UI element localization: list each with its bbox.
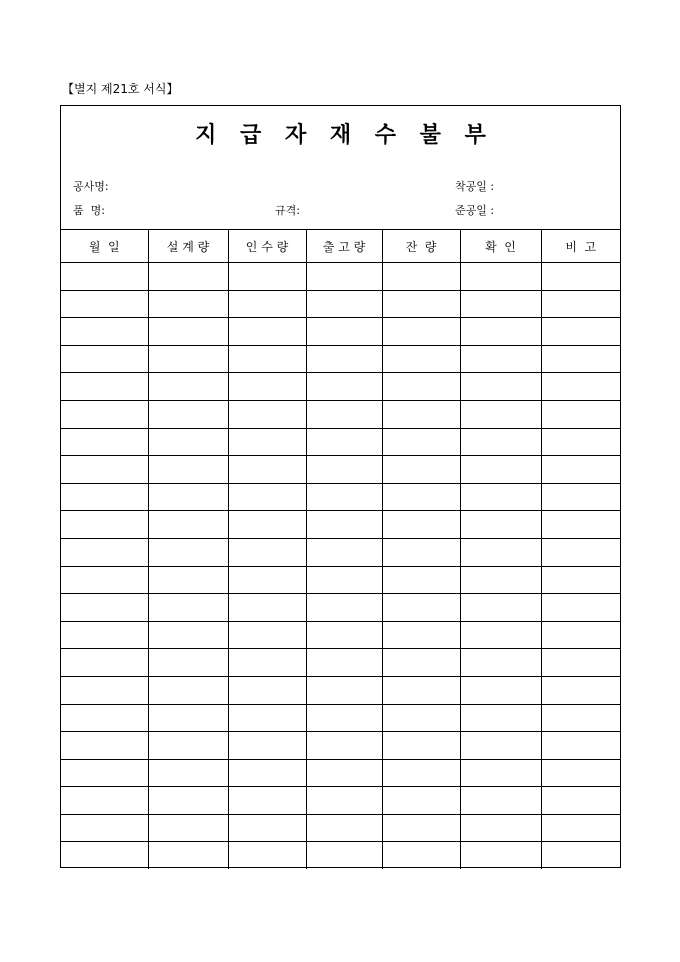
table-cell[interactable]	[382, 511, 460, 539]
table-cell[interactable]	[148, 842, 228, 869]
table-cell[interactable]	[460, 566, 541, 594]
column-header-date: 월 일	[61, 230, 148, 263]
table-cell[interactable]	[61, 290, 148, 318]
table-cell[interactable]	[541, 263, 620, 291]
table-cell[interactable]	[382, 566, 460, 594]
table-cell[interactable]	[306, 290, 382, 318]
table-cell[interactable]	[148, 345, 228, 373]
table-cell[interactable]	[541, 842, 620, 869]
table-cell[interactable]	[460, 373, 541, 401]
table-cell[interactable]	[382, 538, 460, 566]
column-header-design-qty: 설 계 량	[148, 230, 228, 263]
table-cell[interactable]	[306, 538, 382, 566]
table-cell[interactable]	[306, 456, 382, 484]
table-cell[interactable]	[541, 621, 620, 649]
table-cell[interactable]	[460, 621, 541, 649]
table-cell[interactable]	[61, 676, 148, 704]
table-cell[interactable]	[306, 732, 382, 760]
table-cell[interactable]	[148, 373, 228, 401]
table-cell[interactable]	[148, 263, 228, 291]
table-cell[interactable]	[61, 345, 148, 373]
completion-date-label: 준공일 :	[455, 204, 495, 217]
table-cell[interactable]	[61, 732, 148, 760]
table-cell[interactable]	[541, 318, 620, 346]
table-cell[interactable]	[228, 483, 306, 511]
table-cell[interactable]	[460, 594, 541, 622]
table-cell[interactable]	[228, 428, 306, 456]
table-cell[interactable]	[460, 676, 541, 704]
table-cell[interactable]	[382, 345, 460, 373]
table-cell[interactable]	[148, 511, 228, 539]
table-cell[interactable]	[382, 318, 460, 346]
table-cell[interactable]	[148, 483, 228, 511]
table-cell[interactable]	[460, 400, 541, 428]
table-cell[interactable]	[541, 732, 620, 760]
table-cell[interactable]	[306, 842, 382, 869]
table-row	[61, 814, 620, 842]
table-cell[interactable]	[228, 842, 306, 869]
table-cell[interactable]	[228, 456, 306, 484]
table-cell[interactable]	[541, 290, 620, 318]
table-cell[interactable]	[61, 787, 148, 815]
table-cell[interactable]	[382, 428, 460, 456]
table-cell[interactable]	[460, 732, 541, 760]
table-body	[61, 263, 620, 870]
table-cell[interactable]	[306, 566, 382, 594]
table-cell[interactable]	[228, 594, 306, 622]
table-cell[interactable]	[228, 759, 306, 787]
table-cell[interactable]	[148, 787, 228, 815]
table-cell[interactable]	[61, 456, 148, 484]
table-row	[61, 538, 620, 566]
table-cell[interactable]	[148, 704, 228, 732]
table-cell[interactable]	[228, 511, 306, 539]
table-header-row	[61, 230, 620, 263]
table-cell[interactable]	[306, 759, 382, 787]
table-row	[61, 787, 620, 815]
table-row	[61, 594, 620, 622]
table-cell[interactable]	[228, 649, 306, 677]
table-cell[interactable]	[306, 345, 382, 373]
table-cell[interactable]	[148, 814, 228, 842]
table-cell[interactable]	[382, 649, 460, 677]
table-cell[interactable]	[541, 511, 620, 539]
table-cell[interactable]	[382, 814, 460, 842]
table-cell[interactable]	[541, 566, 620, 594]
table-cell[interactable]	[382, 621, 460, 649]
form-header	[61, 106, 620, 230]
table-row	[61, 263, 620, 291]
table-cell[interactable]	[228, 263, 306, 291]
table-cell[interactable]	[541, 676, 620, 704]
table-cell[interactable]	[382, 594, 460, 622]
table-cell[interactable]	[148, 566, 228, 594]
table-cell[interactable]	[541, 456, 620, 484]
table-cell[interactable]	[382, 676, 460, 704]
table-cell[interactable]	[228, 621, 306, 649]
table-cell[interactable]	[306, 428, 382, 456]
table-cell[interactable]	[148, 318, 228, 346]
item-name-label: 품 명:	[73, 204, 105, 217]
column-header-issued-qty: 출 고 량	[306, 230, 382, 263]
table-cell[interactable]	[148, 538, 228, 566]
table-cell[interactable]	[148, 676, 228, 704]
table-cell[interactable]	[460, 787, 541, 815]
table-cell[interactable]	[228, 566, 306, 594]
table-cell[interactable]	[228, 538, 306, 566]
table-cell[interactable]	[148, 290, 228, 318]
table-cell[interactable]	[460, 842, 541, 869]
table-cell[interactable]	[460, 538, 541, 566]
table-cell[interactable]	[382, 787, 460, 815]
table-cell[interactable]	[61, 621, 148, 649]
table-cell[interactable]	[460, 649, 541, 677]
table-row	[61, 318, 620, 346]
table-cell[interactable]	[61, 649, 148, 677]
ledger-form	[60, 105, 621, 868]
table-row	[61, 732, 620, 760]
table-cell[interactable]	[228, 704, 306, 732]
table-cell[interactable]	[148, 428, 228, 456]
table-row	[61, 483, 620, 511]
table-cell[interactable]	[460, 318, 541, 346]
table-row	[61, 759, 620, 787]
table-row	[61, 621, 620, 649]
table-cell[interactable]	[228, 345, 306, 373]
table-cell[interactable]	[61, 814, 148, 842]
table-cell[interactable]	[382, 290, 460, 318]
table-row	[61, 511, 620, 539]
column-header-received-qty: 인 수 량	[228, 230, 306, 263]
table-cell[interactable]	[382, 704, 460, 732]
table-cell[interactable]	[306, 511, 382, 539]
table-cell[interactable]	[61, 704, 148, 732]
table-cell[interactable]	[541, 787, 620, 815]
table-cell[interactable]	[306, 483, 382, 511]
table-cell[interactable]	[61, 373, 148, 401]
table-cell[interactable]	[228, 400, 306, 428]
column-header-remarks: 비 고	[541, 230, 620, 263]
table-cell[interactable]	[306, 400, 382, 428]
table-cell[interactable]	[148, 621, 228, 649]
table-cell[interactable]	[306, 318, 382, 346]
column-header-confirm: 확 인	[460, 230, 541, 263]
table-row	[61, 428, 620, 456]
project-name-label: 공사명:	[73, 180, 109, 193]
table-cell[interactable]	[382, 842, 460, 869]
table-row	[61, 676, 620, 704]
table-cell[interactable]	[228, 787, 306, 815]
table-cell[interactable]	[148, 594, 228, 622]
table-cell[interactable]	[306, 787, 382, 815]
table-cell[interactable]	[460, 456, 541, 484]
table-cell[interactable]	[306, 263, 382, 291]
table-cell[interactable]	[541, 704, 620, 732]
table-cell[interactable]	[382, 732, 460, 760]
table-cell[interactable]	[541, 345, 620, 373]
table-cell[interactable]	[148, 400, 228, 428]
table-cell[interactable]	[541, 538, 620, 566]
table-cell[interactable]	[382, 400, 460, 428]
table-cell[interactable]	[460, 263, 541, 291]
table-cell[interactable]	[228, 732, 306, 760]
ledger-table	[61, 229, 620, 869]
table-cell[interactable]	[61, 759, 148, 787]
table-cell[interactable]	[541, 594, 620, 622]
table-cell[interactable]	[61, 318, 148, 346]
table-cell[interactable]	[148, 456, 228, 484]
table-row	[61, 456, 620, 484]
table-cell[interactable]	[541, 759, 620, 787]
table-cell[interactable]	[382, 759, 460, 787]
table-cell[interactable]	[306, 594, 382, 622]
table-cell[interactable]	[61, 428, 148, 456]
table-row	[61, 290, 620, 318]
table-cell[interactable]	[541, 483, 620, 511]
table-row	[61, 345, 620, 373]
table-cell[interactable]	[306, 704, 382, 732]
table-cell[interactable]	[61, 400, 148, 428]
table-cell[interactable]	[541, 428, 620, 456]
table-cell[interactable]	[306, 649, 382, 677]
table-cell[interactable]	[306, 621, 382, 649]
table-cell[interactable]	[228, 290, 306, 318]
table-cell[interactable]	[61, 483, 148, 511]
table-row	[61, 373, 620, 401]
table-cell[interactable]	[460, 345, 541, 373]
table-cell[interactable]	[61, 511, 148, 539]
table-cell[interactable]	[382, 373, 460, 401]
table-cell[interactable]	[382, 263, 460, 291]
table-cell[interactable]	[148, 649, 228, 677]
form-label: 【별지 제21호 서식】	[62, 82, 179, 96]
column-header-balance: 잔 량	[382, 230, 460, 263]
table-cell[interactable]	[306, 814, 382, 842]
table-cell[interactable]	[61, 594, 148, 622]
table-cell[interactable]	[460, 814, 541, 842]
table-cell[interactable]	[61, 842, 148, 869]
table-cell[interactable]	[228, 373, 306, 401]
table-cell[interactable]	[306, 676, 382, 704]
table-row	[61, 842, 620, 869]
table-cell[interactable]	[228, 814, 306, 842]
table-cell[interactable]	[541, 814, 620, 842]
table-cell[interactable]	[460, 759, 541, 787]
table-cell[interactable]	[460, 290, 541, 318]
table-cell[interactable]	[541, 373, 620, 401]
table-cell[interactable]	[61, 263, 148, 291]
start-date-label: 착공일 :	[455, 180, 495, 193]
table-row	[61, 649, 620, 677]
table-cell[interactable]	[541, 649, 620, 677]
table-cell[interactable]	[306, 373, 382, 401]
table-cell[interactable]	[382, 456, 460, 484]
table-row	[61, 400, 620, 428]
table-row	[61, 704, 620, 732]
table-cell[interactable]	[61, 566, 148, 594]
table-cell[interactable]	[148, 759, 228, 787]
table-cell[interactable]	[148, 732, 228, 760]
table-cell[interactable]	[382, 483, 460, 511]
table-cell[interactable]	[541, 400, 620, 428]
page-title: 지 급 자 재 수 불 부	[195, 122, 486, 148]
table-cell[interactable]	[228, 318, 306, 346]
table-cell[interactable]	[460, 704, 541, 732]
spec-label: 규격:	[275, 204, 300, 217]
table-cell[interactable]	[228, 676, 306, 704]
table-row	[61, 566, 620, 594]
table-cell[interactable]	[460, 483, 541, 511]
table-cell[interactable]	[61, 538, 148, 566]
table-cell[interactable]	[460, 511, 541, 539]
table-cell[interactable]	[460, 428, 541, 456]
